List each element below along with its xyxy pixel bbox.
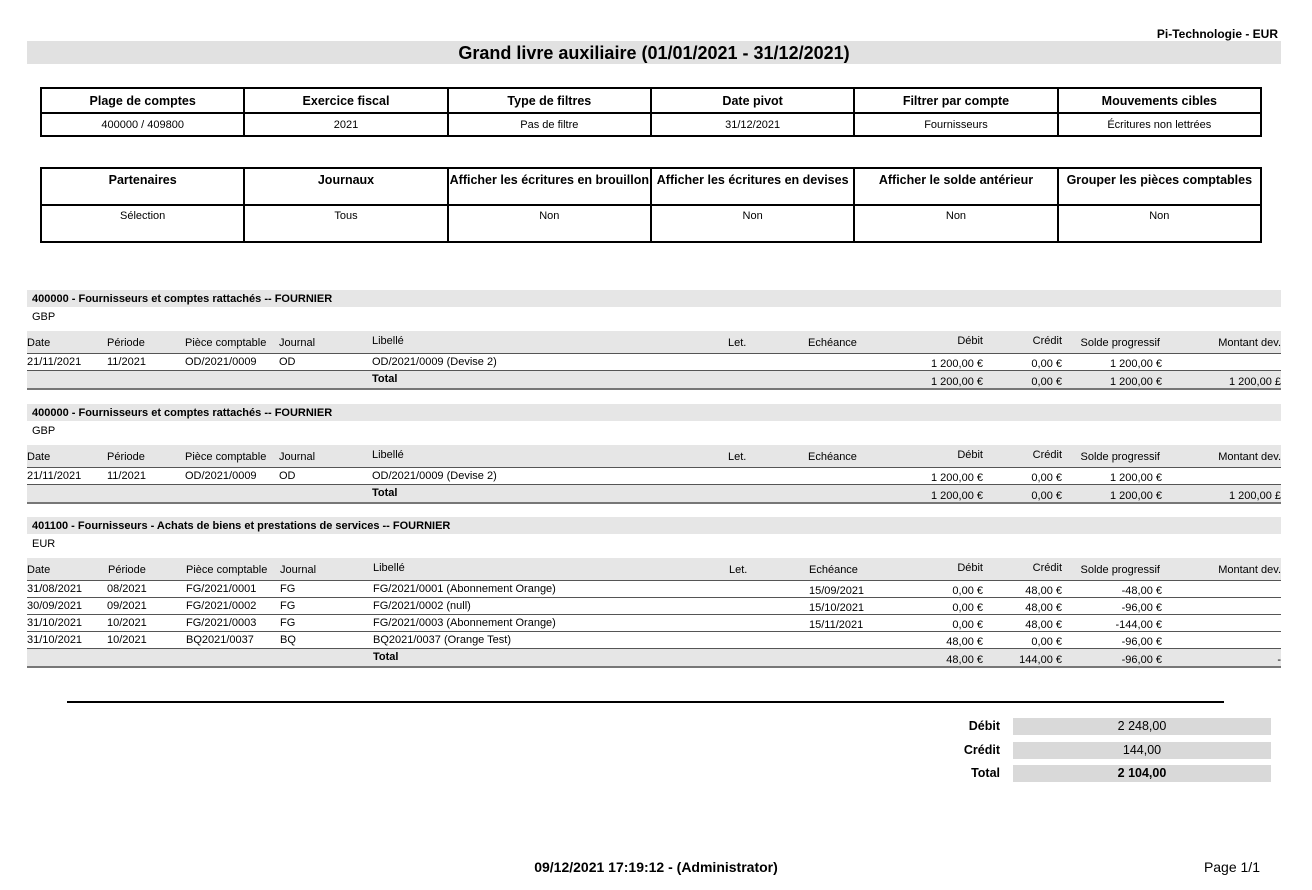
column-header-period: Période	[107, 337, 145, 349]
column-header-due-date: Echéance	[808, 451, 857, 463]
total-credit: 144,00 €	[1019, 654, 1062, 666]
total-currency-amount: -	[1277, 654, 1281, 666]
column-header-credit: Crédit	[1032, 562, 1062, 574]
param-value: Tous	[244, 205, 447, 242]
cell-credit: 0,00 €	[1031, 472, 1062, 484]
cell-piece: OD/2021/0009	[185, 470, 257, 482]
column-header-period: Période	[108, 564, 146, 576]
cell-journal: FG	[280, 617, 296, 629]
column-header-date: Date	[27, 337, 51, 349]
cell-date: 30/09/2021	[27, 600, 83, 612]
summary-credit-label: Crédit	[963, 743, 1000, 757]
cell-running-balance: -144,00 €	[1115, 619, 1162, 631]
column-header-debit: Débit	[957, 335, 983, 347]
column-header-due-date: Echéance	[808, 337, 857, 349]
param-value: Non	[1058, 205, 1261, 242]
page-number: Page 1/1	[1203, 859, 1260, 875]
column-header-row	[27, 331, 1281, 354]
cell-date: 31/10/2021	[27, 617, 83, 629]
param-value: Fournisseurs	[854, 113, 1057, 136]
column-header-currency-amount: Montant dev.	[1218, 564, 1281, 576]
summary-total-label: Total	[971, 766, 1000, 780]
param-value: Non	[651, 205, 854, 242]
column-header-date: Date	[27, 451, 51, 463]
cell-journal: OD	[279, 470, 296, 482]
cell-running-balance: 1 200,00 €	[1110, 358, 1162, 370]
cell-label: BQ2021/0037 (Orange Test)	[373, 634, 511, 646]
cell-debit: 48,00 €	[946, 636, 983, 648]
cell-running-balance: -96,00 €	[1121, 636, 1162, 648]
cell-debit: 0,00 €	[952, 585, 983, 597]
param-header: Type de filtres	[448, 88, 651, 113]
total-credit: 0,00 €	[1031, 376, 1062, 388]
param-header: Afficher le solde antérieur	[854, 168, 1057, 205]
column-header-journal: Journal	[279, 337, 316, 349]
total-label: Total	[373, 651, 399, 663]
table-row	[27, 468, 1281, 485]
cell-debit: 0,00 €	[952, 619, 983, 631]
column-header-label: Libellé	[373, 562, 405, 574]
column-header-date: Date	[27, 564, 51, 576]
table-row	[27, 615, 1281, 632]
table-row	[27, 354, 1281, 371]
param-value: 400000 / 409800	[41, 113, 244, 136]
column-header-letter: Let.	[729, 564, 748, 576]
account-currency: EUR	[32, 538, 56, 550]
column-header-letter: Let.	[728, 337, 747, 349]
column-header-label: Libellé	[372, 335, 404, 347]
cell-piece: FG/2021/0002	[186, 600, 257, 612]
column-header-piece: Pièce comptable	[185, 451, 267, 463]
column-header-row	[27, 445, 1281, 468]
cell-journal: FG	[280, 583, 296, 595]
column-header-letter: Let.	[728, 451, 747, 463]
column-header-credit: Crédit	[1032, 335, 1062, 347]
cell-period: 08/2021	[107, 583, 147, 595]
ledger-section	[27, 404, 1281, 504]
total-label: Total	[372, 373, 398, 385]
column-header-journal: Journal	[279, 451, 316, 463]
total-row	[27, 485, 1281, 504]
column-header-currency-amount: Montant dev.	[1218, 337, 1281, 349]
param-header: Afficher les écritures en devises	[651, 168, 854, 205]
column-header-credit: Crédit	[1032, 449, 1062, 461]
cell-label: OD/2021/0009 (Devise 2)	[372, 356, 497, 368]
account-title: 400000 - Fournisseurs et comptes rattachés -- FOURNIER	[27, 290, 1281, 307]
parameters-table-2	[40, 167, 1262, 243]
param-value: Écritures non lettrées	[1058, 113, 1261, 136]
summary-credit-value: 144,00	[1013, 742, 1271, 759]
cell-credit: 48,00 €	[1025, 585, 1062, 597]
summary-debit-label: Débit	[968, 719, 1000, 733]
cell-due-date: 15/09/2021	[809, 585, 865, 597]
cell-credit: 48,00 €	[1025, 602, 1062, 614]
param-value: Pas de filtre	[448, 113, 651, 136]
cell-date: 21/11/2021	[27, 470, 82, 482]
summary-divider	[67, 701, 1224, 703]
param-value: 31/12/2021	[651, 113, 854, 136]
summary-debit-value: 2 248,00	[1013, 718, 1271, 735]
summary-total-value: 2 104,00	[1013, 765, 1271, 782]
account-currency: GBP	[32, 425, 56, 437]
cell-label: FG/2021/0001 (Abonnement Orange)	[373, 583, 556, 595]
column-header-journal: Journal	[280, 564, 317, 576]
account-currency: GBP	[32, 311, 56, 323]
cell-label: FG/2021/0003 (Abonnement Orange)	[373, 617, 556, 629]
total-debit: 1 200,00 €	[931, 490, 983, 502]
cell-debit: 1 200,00 €	[931, 358, 983, 370]
cell-period: 09/2021	[107, 600, 147, 612]
total-currency-amount: 1 200,00 £	[1229, 490, 1281, 502]
cell-due-date: 15/11/2021	[809, 619, 864, 631]
param-value: 2021	[244, 113, 447, 136]
param-header: Afficher les écritures en brouillon	[448, 168, 651, 205]
ledger-section	[27, 517, 1281, 668]
cell-credit: 0,00 €	[1031, 358, 1062, 370]
param-value: Non	[448, 205, 651, 242]
cell-journal: OD	[279, 356, 296, 368]
total-currency-amount: 1 200,00 £	[1229, 376, 1281, 388]
param-header: Partenaires	[41, 168, 244, 205]
column-header-running-balance: Solde progressif	[1080, 564, 1160, 576]
cell-credit: 48,00 €	[1025, 619, 1062, 631]
param-header: Exercice fiscal	[244, 88, 447, 113]
cell-period: 10/2021	[107, 617, 147, 629]
column-header-label: Libellé	[372, 449, 404, 461]
column-header-due-date: Echéance	[809, 564, 858, 576]
cell-running-balance: -48,00 €	[1121, 585, 1162, 597]
cell-debit: 1 200,00 €	[931, 472, 983, 484]
cell-period: 10/2021	[107, 634, 147, 646]
ledger-section	[27, 290, 1281, 390]
param-header: Mouvements cibles	[1058, 88, 1261, 113]
column-header-row	[27, 558, 1281, 581]
account-title: 400000 - Fournisseurs et comptes rattachés -- FOURNIER	[27, 404, 1281, 421]
total-running-balance: 1 200,00 €	[1110, 490, 1162, 502]
total-label: Total	[372, 487, 398, 499]
cell-label: FG/2021/0002 (null)	[373, 600, 471, 612]
total-row	[27, 649, 1281, 668]
param-header: Plage de comptes	[41, 88, 244, 113]
cell-running-balance: -96,00 €	[1121, 602, 1162, 614]
cell-period: 11/2021	[107, 470, 146, 482]
table-row	[27, 598, 1281, 615]
column-header-running-balance: Solde progressif	[1080, 337, 1160, 349]
cell-journal: BQ	[280, 634, 296, 646]
column-header-debit: Débit	[957, 562, 983, 574]
parameters-table-1	[40, 87, 1262, 137]
total-running-balance: -96,00 €	[1121, 654, 1162, 666]
cell-date: 31/10/2021	[27, 634, 83, 646]
company-name: Pi-Technologie - EUR	[1156, 27, 1278, 41]
footer-timestamp: 09/12/2021 17:19:12 - (Administrator)	[534, 859, 778, 875]
column-header-piece: Pièce comptable	[185, 337, 267, 349]
total-credit: 0,00 €	[1031, 490, 1062, 502]
param-value: Sélection	[41, 205, 244, 242]
cell-label: OD/2021/0009 (Devise 2)	[372, 470, 497, 482]
column-header-piece: Pièce comptable	[186, 564, 268, 576]
column-header-running-balance: Solde progressif	[1080, 451, 1160, 463]
total-debit: 48,00 €	[946, 654, 983, 666]
cell-date: 21/11/2021	[27, 356, 82, 368]
total-row	[27, 371, 1281, 390]
param-value: Non	[854, 205, 1057, 242]
cell-piece: BQ2021/0037	[186, 634, 254, 646]
cell-piece: FG/2021/0003	[186, 617, 257, 629]
cell-due-date: 15/10/2021	[809, 602, 865, 614]
param-header: Filtrer par compte	[854, 88, 1057, 113]
account-title: 401100 - Fournisseurs - Achats de biens et prestations de services -- FOURNIER	[27, 517, 1281, 534]
column-header-currency-amount: Montant dev.	[1218, 451, 1281, 463]
cell-piece: OD/2021/0009	[185, 356, 257, 368]
cell-running-balance: 1 200,00 €	[1110, 472, 1162, 484]
page-title: Grand livre auxiliaire (01/01/2021 - 31/12/2021)	[458, 43, 850, 63]
param-header: Date pivot	[651, 88, 854, 113]
cell-date: 31/08/2021	[27, 583, 83, 595]
cell-credit: 0,00 €	[1031, 636, 1062, 648]
cell-debit: 0,00 €	[952, 602, 983, 614]
table-row	[27, 632, 1281, 649]
table-row	[27, 581, 1281, 598]
title-bar	[27, 41, 1281, 64]
param-header: Journaux	[244, 168, 447, 205]
cell-journal: FG	[280, 600, 296, 612]
total-debit: 1 200,00 €	[931, 376, 983, 388]
cell-period: 11/2021	[107, 356, 146, 368]
column-header-period: Période	[107, 451, 145, 463]
column-header-debit: Débit	[957, 449, 983, 461]
cell-piece: FG/2021/0001	[186, 583, 257, 595]
param-header: Grouper les pièces comptables	[1058, 168, 1261, 205]
total-running-balance: 1 200,00 €	[1110, 376, 1162, 388]
